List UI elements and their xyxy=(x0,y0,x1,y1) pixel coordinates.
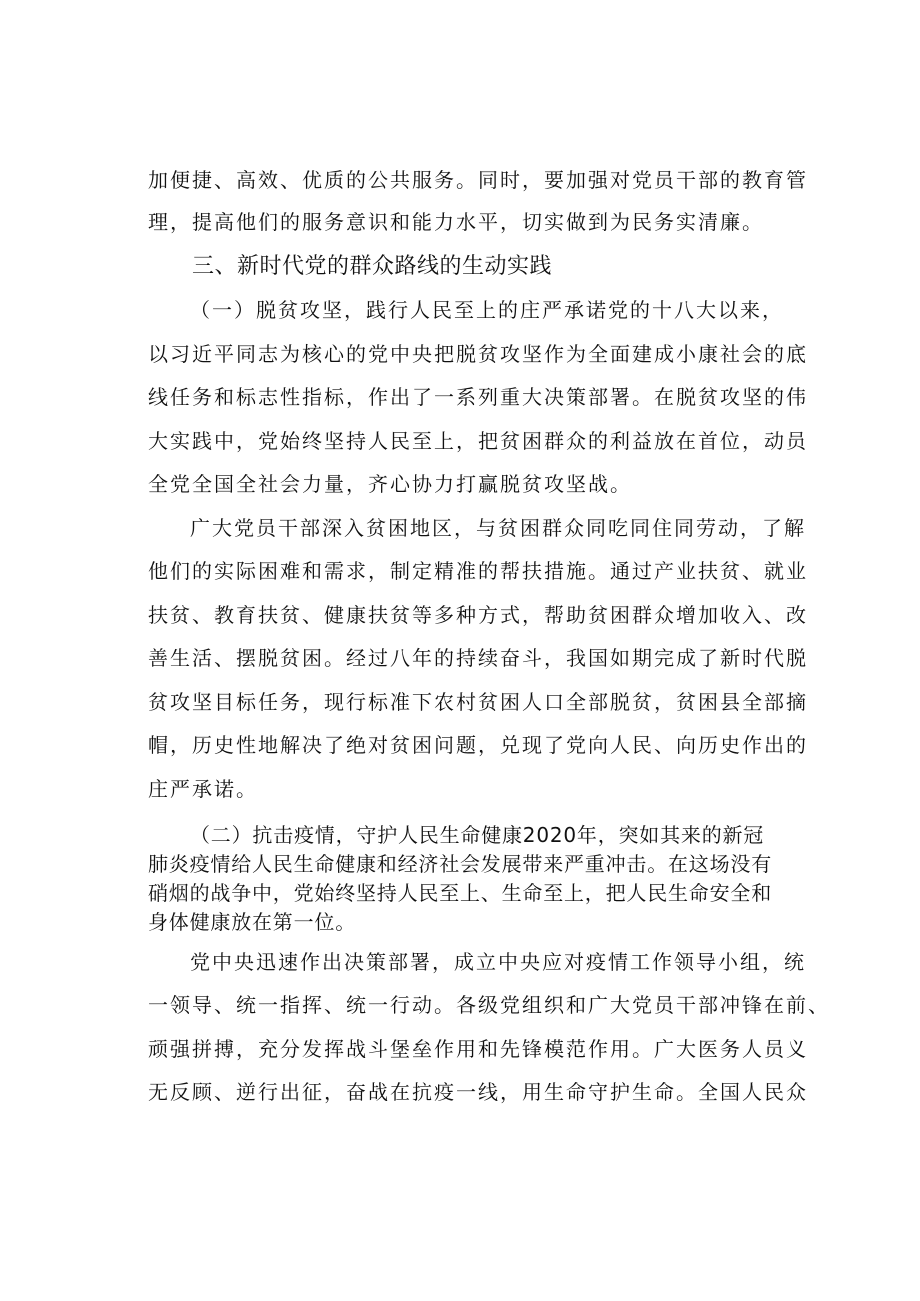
paragraph-line: 贫攻坚目标任务，现行标准下农村贫困人口全部脱贫，贫困县全部摘 xyxy=(148,690,808,714)
paragraph-line: （一）脱贫攻坚，践行人民至上的庄严承诺党的十八大以来， xyxy=(190,298,784,322)
paragraph-line: 他们的实际困难和需求，制定精准的帮扶措施。通过产业扶贫、就业 xyxy=(148,559,808,583)
paragraph-line: 庄严承诺。 xyxy=(148,777,258,801)
paragraph-line: 身体健康放在第一位。 xyxy=(148,910,356,934)
paragraph-line: 全党全国全社会力量，齐心协力打赢脱贫攻坚战。 xyxy=(148,472,632,496)
paragraph-line: 无反顾、逆行出征，奋战在抗疫一线，用生命守护生命。全国人民众 xyxy=(148,1080,808,1104)
paragraph-line: 广大党员干部深入贫困地区，与贫困群众同吃同住同劳动，了解 xyxy=(190,516,806,540)
paragraph-line: 以习近平同志为核心的党中央把脱贫攻坚作为全面建成小康社会的底 xyxy=(148,342,808,366)
paragraph-line: 肺炎疫情给人民生命健康和经济社会发展带来严重冲击。在这场没有 xyxy=(148,852,772,876)
paragraph-line: 顽强拼搏，充分发挥战斗堡垒作用和先锋模范作用。广大医务人员义 xyxy=(148,1037,808,1061)
paragraph-line: （二）抗击疫情，守护人民生命健康2020年，突如其来的新冠 xyxy=(190,823,765,847)
paragraph-line: 帽，历史性地解决了绝对贫困问题，兑现了党向人民、向历史作出的 xyxy=(148,733,808,757)
paragraph-line: 硝烟的战争中，党始终坚持人民至上、生命至上，把人民生命安全和 xyxy=(148,881,772,905)
paragraph-line: 一领导、统一指挥、统一行动。各级党组织和广大党员干部冲锋在前、 xyxy=(148,993,830,1017)
paragraph-line: 线任务和标志性指标，作出了一系列重大决策部署。在脱贫攻坚的伟 xyxy=(148,385,808,409)
paragraph-line: 加便捷、高效、优质的公共服务。同时，要加强对党员干部的教育管 xyxy=(148,168,808,192)
paragraph-line: 大实践中，党始终坚持人民至上，把贫困群众的利益放在首位，动员 xyxy=(148,429,808,453)
paragraph-line: 善生活、摆脱贫困。经过八年的持续奋斗，我国如期完成了新时代脱 xyxy=(148,646,808,670)
section-heading: 三、新时代党的群众路线的生动实践 xyxy=(192,254,553,279)
paragraph-line: 理，提高他们的服务意识和能力水平，切实做到为民务实清廉。 xyxy=(148,210,764,234)
paragraph-line: 扶贫、教育扶贫、健康扶贫等多种方式，帮助贫困群众增加收入、改 xyxy=(148,603,808,627)
paragraph-line: 党中央迅速作出决策部署，成立中央应对疫情工作领导小组，统 xyxy=(190,950,806,974)
